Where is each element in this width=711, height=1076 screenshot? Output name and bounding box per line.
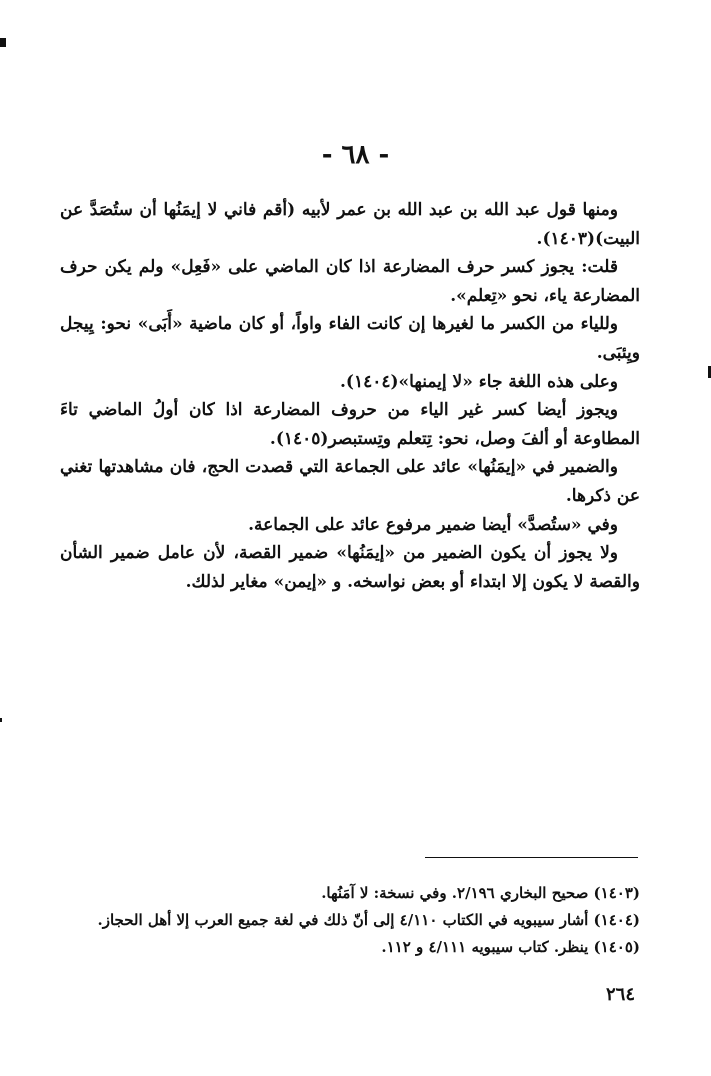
footnote: (١٤٠٤) أشار سيبويه في الكتاب ٤/١١٠ إلى أنّ ذلك في لغة جميع العرب إلا أهل الحجاز.	[97, 911, 640, 929]
paragraph: وفي «ستُصدَّ» أيضا ضمير مرفوع عائد على الجماعة.	[248, 514, 618, 535]
paragraph: قلت: يجوز كسر حرف المضارعة اذا كان الماضي على «فَعِل» ولم يكن حرف المضارعة ياء، نحو «تِعلم».	[60, 257, 640, 306]
scan-edge-mark	[0, 718, 2, 722]
scan-edge-mark	[0, 38, 6, 47]
paragraph: ويجوز أيضا كسر غير الياء من حروف المضارعة اذا كان أولُ الماضي تاءَ المطاوعة أو ألفَ وصل، نحو: تِتعلم وتِستبصر(١٤٠٥).	[60, 400, 640, 449]
page-number: ٢٦٤	[605, 984, 635, 1005]
paragraph: ومنها قول عبد الله بن عبد الله بن عمر لأبيه (أقم فاني لا إيمَنُها أن ستُصَدَّ عن البيت)(١٤٠٣).	[60, 200, 640, 249]
footnotes	[60, 880, 640, 961]
paragraph: وعلى هذه اللغة جاء «لا إيمنها»(١٤٠٤).	[340, 371, 618, 392]
paragraph: وللياء من الكسر ما لغيرها إن كانت الفاء واواً، أو كان ماضية «أَبَى» نحو: يِيجل ويِئبَى.	[60, 314, 640, 363]
paragraph: والضمير في «إيمَنُها» عائد على الجماعة التي قصدت الحج، فان مشاهدتها تغني عن ذكرها.	[60, 457, 640, 506]
footnote: (١٤٠٥) ينظر. كتاب سيبويه ٤/١١١ و ١١٢.	[381, 938, 640, 956]
paragraph: ولا يجوز أن يكون الضمير من «إيمَنُها» ضمير القصة، لأن عامل ضمير الشأن والقصة لا يكون إلا ابتداء أو بعض نواسخه. و «إيمن» مغاير لذلك.	[60, 543, 640, 592]
footnote: (١٤٠٣) صحيح البخاري ٢/١٩٦. وفي نسخة: لا آمَنُها.	[321, 884, 640, 902]
footnote-separator	[425, 857, 638, 858]
body-text	[60, 196, 640, 596]
page-header: - ٦٨ -	[321, 140, 390, 170]
